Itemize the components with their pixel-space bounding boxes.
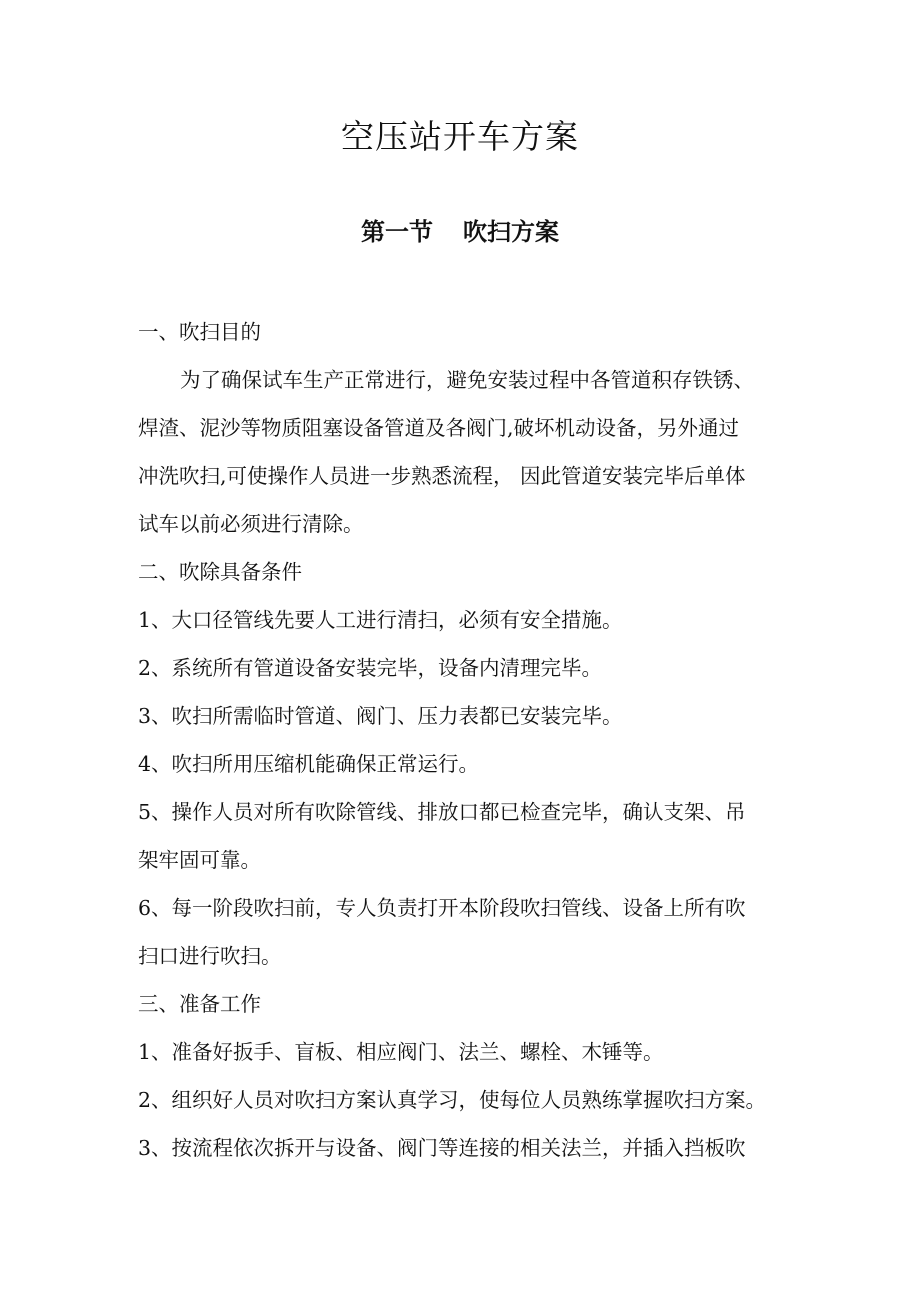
section-number: 第一节 <box>361 217 433 246</box>
list-item: 1、准备好扳手、盲板、相应阀门、法兰、螺栓、木锤等。 <box>138 1040 664 1064</box>
list-item: 6、每一阶段吹扫前，专人负责打开本阶段吹扫管线、设备上所有吹 <box>138 896 746 920</box>
list-item: 2、系统所有管道设备安装完毕，设备内清理完毕。 <box>138 656 603 680</box>
list-item-continuation: 架牢固可靠。 <box>138 848 261 872</box>
heading-conditions: 二、吹除具备条件 <box>138 560 302 584</box>
section-title: 吹扫方案 <box>463 217 559 246</box>
list-item: 1、大口径管线先要人工进行清扫，必须有安全措施。 <box>138 608 623 632</box>
section-heading <box>0 212 920 252</box>
list-item: 3、按流程依次拆开与设备、阀门等连接的相关法兰，并插入挡板吹 <box>138 1136 746 1160</box>
heading-preparation: 三、准备工作 <box>138 992 261 1016</box>
document-title: 空压站开车方案 <box>341 117 579 156</box>
paragraph-line: 冲洗吹扫,可使操作人员进一步熟悉流程， 因此管道安装完毕后单体 <box>138 464 746 488</box>
list-item: 3、吹扫所需临时管道、阀门、压力表都已安装完毕。 <box>138 704 623 728</box>
paragraph-line: 焊渣、泥沙等物质阻塞设备管道及各阀门,破坏机动设备，另外通过 <box>138 416 740 440</box>
paragraph-line: 试车以前必须进行清除。 <box>138 512 364 536</box>
list-item-continuation: 扫口进行吹扫。 <box>138 944 282 968</box>
heading-purpose: 一、吹扫目的 <box>138 320 261 344</box>
list-item: 4、吹扫所用压缩机能确保正常运行。 <box>138 752 480 776</box>
list-item: 5、操作人员对所有吹除管线、排放口都已检查完毕，确认支架、吊 <box>138 800 746 824</box>
list-item: 2、组织好人员对吹扫方案认真学习，使每位人员熟练掌握吹扫方案。 <box>138 1088 767 1112</box>
paragraph-line: 为了确保试车生产正常进行，避免安装过程中各管道积存铁锈、 <box>180 368 754 392</box>
